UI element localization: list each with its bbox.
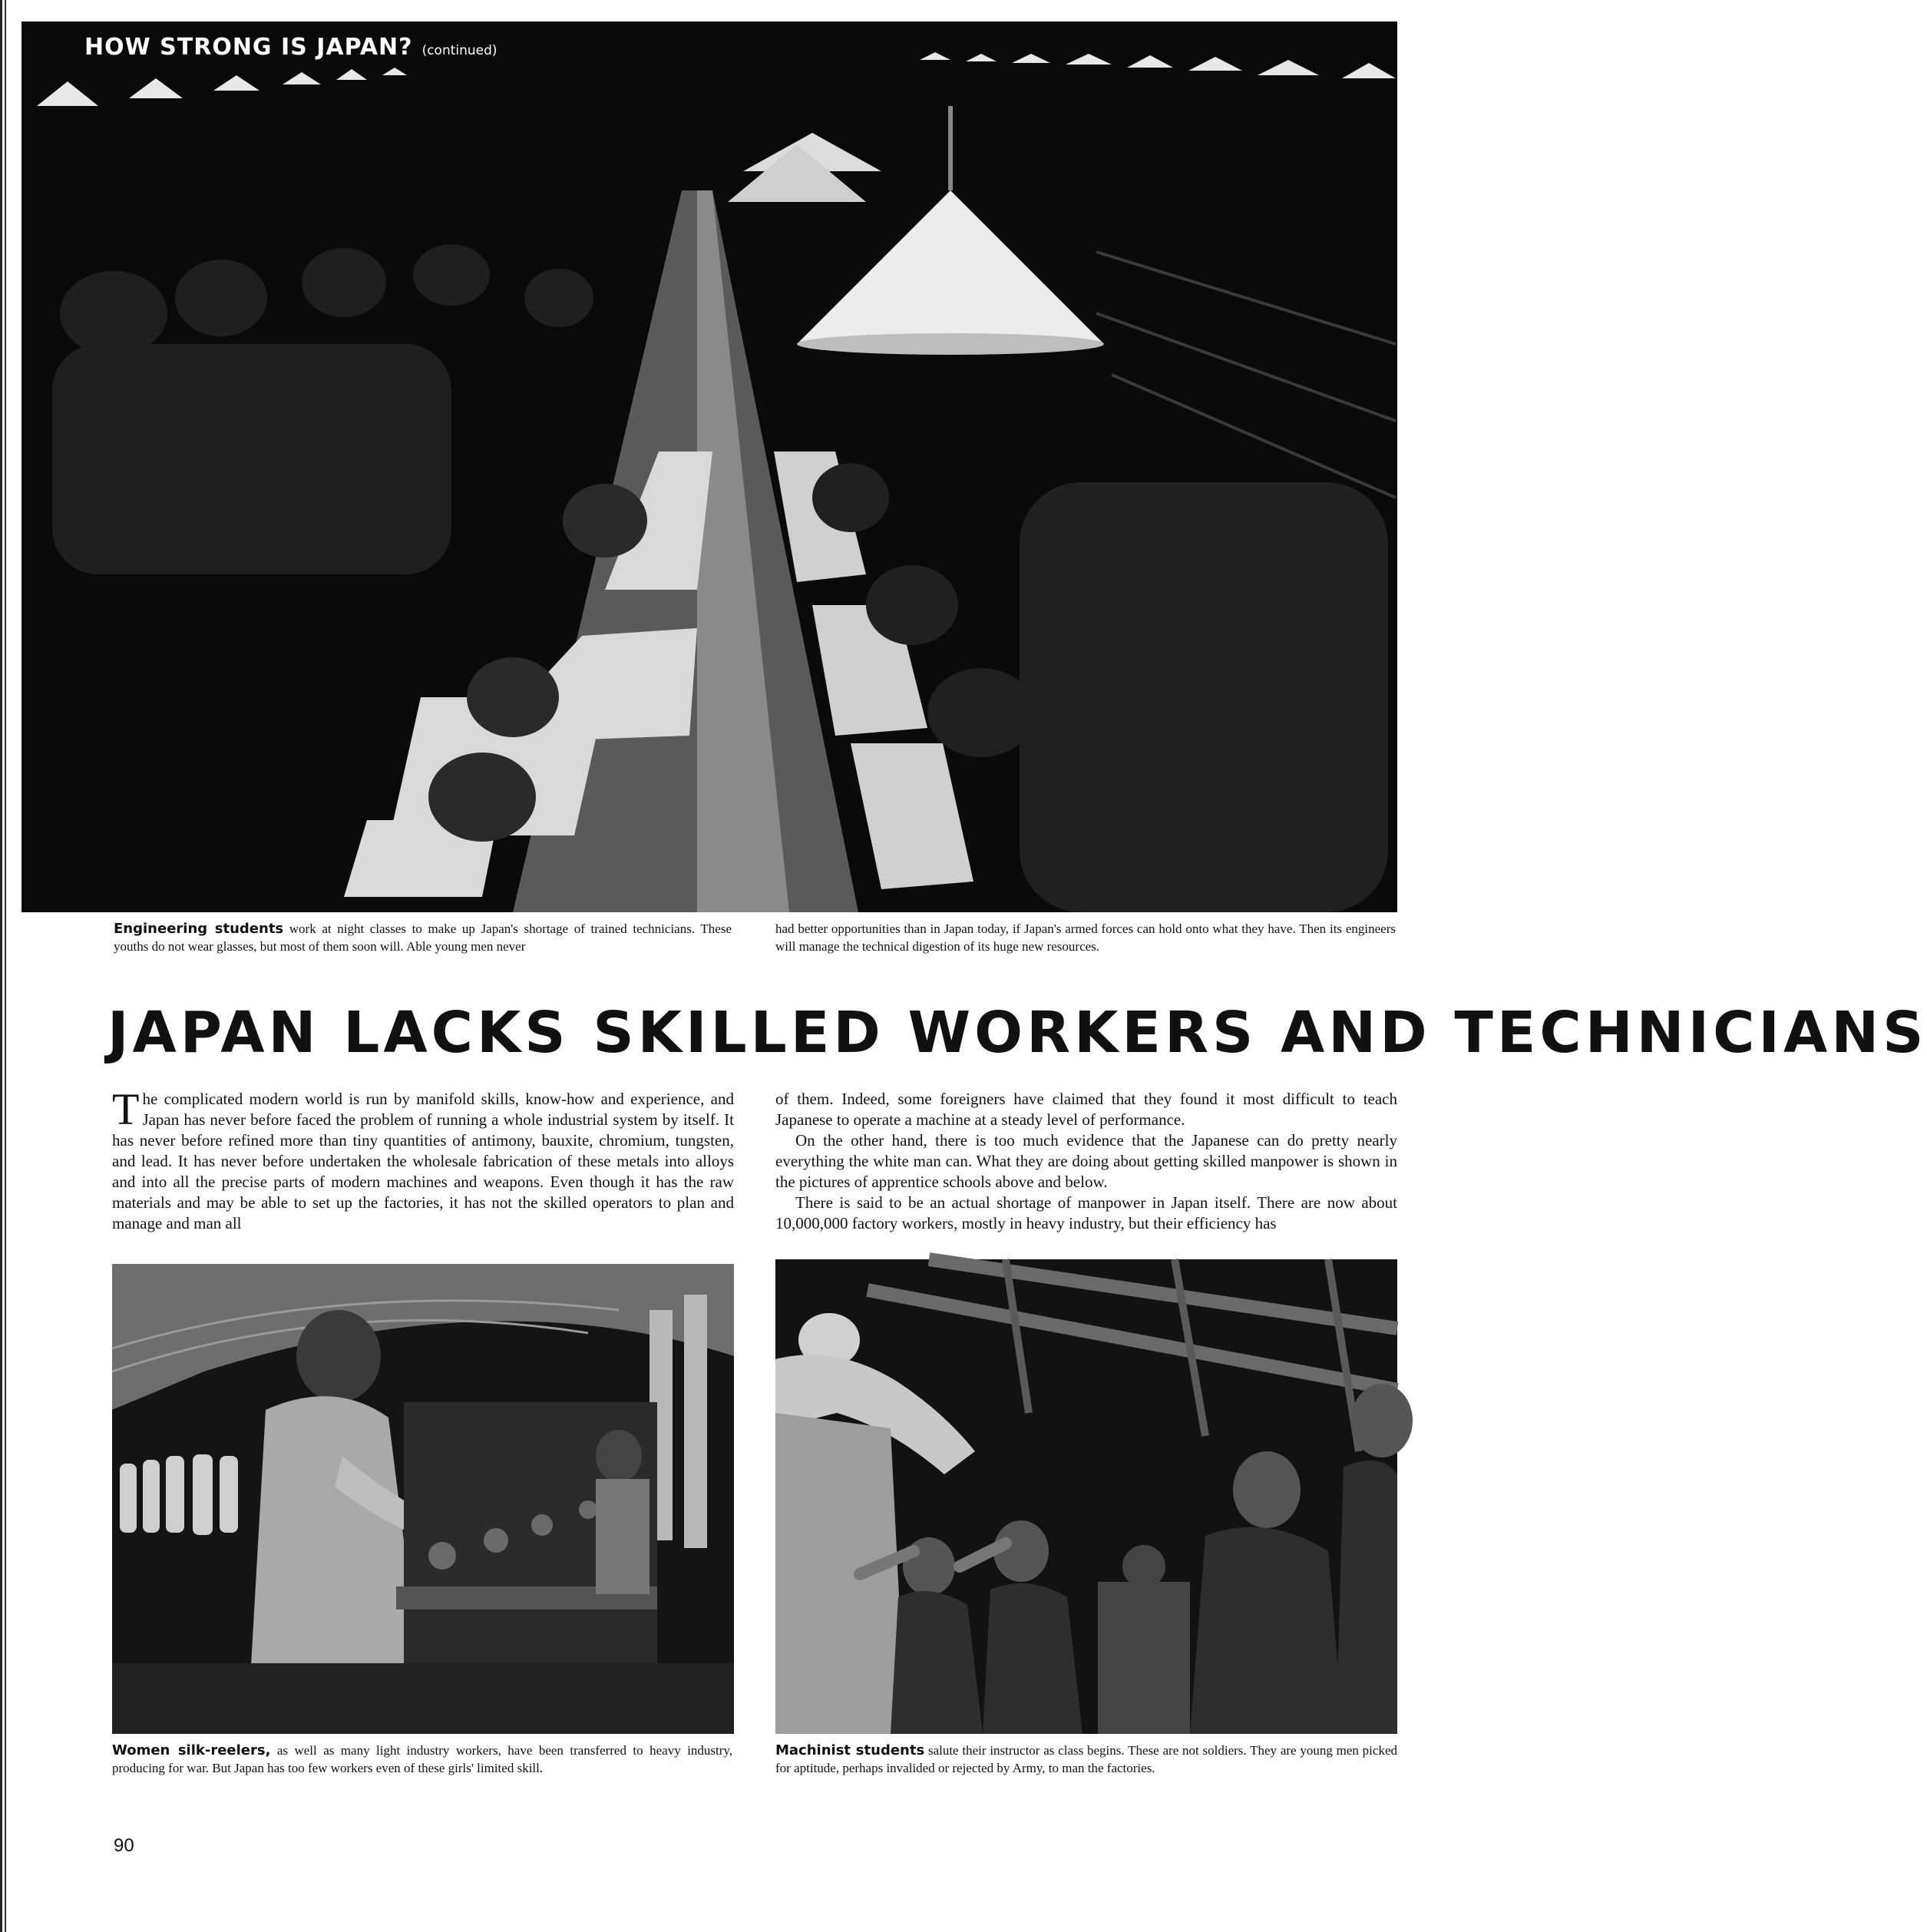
engineering-students-photo: [21, 22, 1397, 912]
headline: JAPAN LACKS SKILLED WORKERS AND TECHNICIANS: [107, 1000, 1927, 1066]
right-caption: [775, 1742, 1397, 1777]
top-caption-right: [775, 920, 1396, 955]
body-column-2: [775, 1089, 1397, 1234]
body-column-1-text: he complicated modern world is run by manifold skills, know-how and experience, and Japan has never before faced the problem of running a whole industrial system by itself. It has never before refined more than tiny quantities of antimony, bauxite, chromium, tungsten, and lead. It has never before undertaken the wholesale fabrication of these metals into alloys and into all the precise parts of modern machines and weapons. Even though it has the raw materials and may be able to set up the factories, it has not the skilled operators to plan and manage and man all: [112, 1090, 734, 1232]
body-column-1: [112, 1084, 734, 1234]
binding-edge: [0, 0, 9, 1932]
left-caption-lead: Women silk-reelers,: [112, 1742, 271, 1758]
drop-cap: T: [112, 1084, 140, 1134]
top-caption-left-text: work at night classes to make up Japan's shortage of trained technicians. These youths do not wear glasses, but most of them soon will. Able young men never: [114, 921, 732, 954]
running-head: [84, 34, 497, 61]
left-caption: [112, 1742, 732, 1777]
right-caption-lead: Machinist students: [775, 1742, 925, 1758]
top-caption-left: [114, 920, 732, 955]
top-caption-right-text: had better opportunities than in Japan today, if Japan's armed forces can hold onto what they have. Then its engineers will manage the technical digestion of its huge new resources.: [775, 921, 1396, 954]
top-caption-lead: Engineering students: [114, 921, 284, 937]
running-head-title: HOW STRONG IS JAPAN?: [84, 34, 413, 61]
body-col2-paragraph-3: There is said to be an actual shortage of manpower in Japan itself. There are now about 10,000,000 factory workers, mostly in heavy industry, but their efficiency has: [775, 1193, 1397, 1232]
machinist-students-photo: [775, 1259, 1397, 1734]
page-number: 90: [114, 1835, 134, 1856]
left-caption-text: as well as many light industry workers, have been transferred to heavy industry, producing for war. But Japan has too few workers even of these girls' limited skill.: [112, 1743, 733, 1775]
body-col2-paragraph-2: On the other hand, there is too much evidence that the Japanese can do pretty nearly everything the white man can. What they are doing about getting skilled manpower is shown in the pictures of apprentice schools above and below.: [775, 1131, 1397, 1191]
silk-reelers-photo: [112, 1264, 734, 1734]
running-head-continued: (continued): [421, 43, 497, 58]
right-caption-text: salute their instructor as class begins. These are not soldiers. They are young men picked for aptitude, perhaps invalided or rejected by Army, to man the factories.: [775, 1743, 1397, 1775]
body-col2-paragraph-1: of them. Indeed, some foreigners have claimed that they found it most difficult to teach Japanese to operate a machine at a steady level of performance.: [775, 1090, 1397, 1129]
